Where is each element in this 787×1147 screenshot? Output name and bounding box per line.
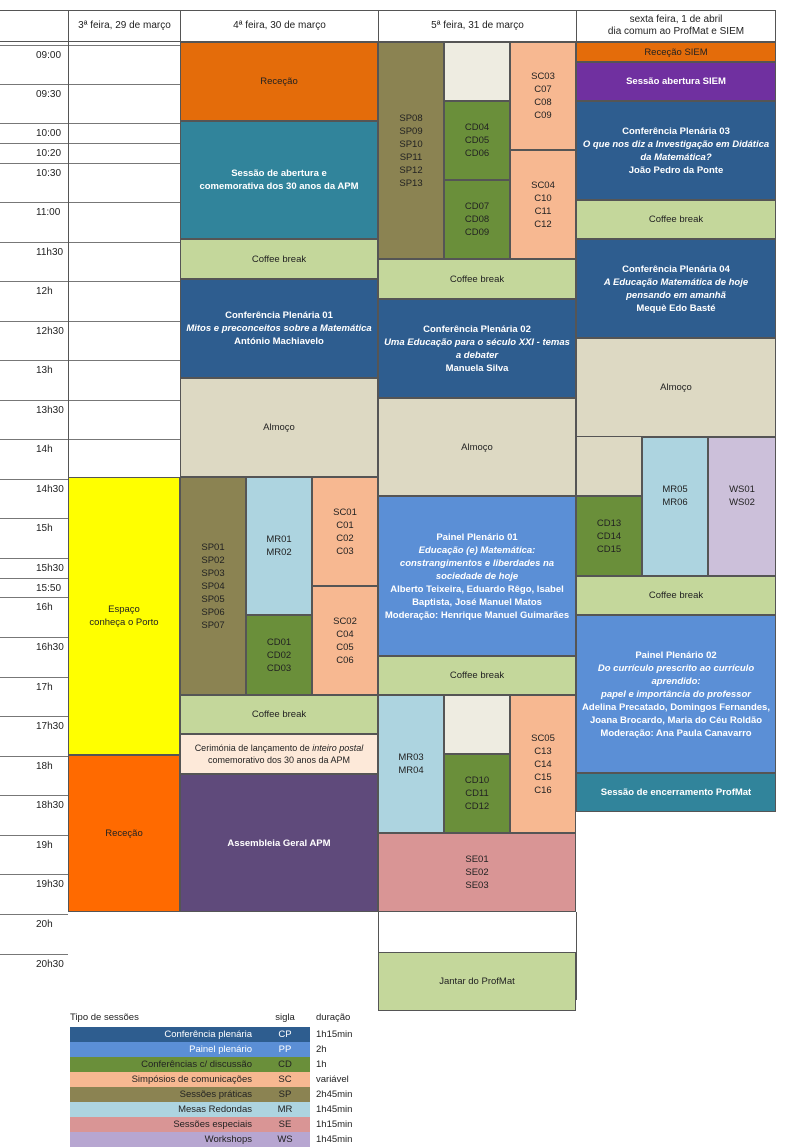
cerimonia-block	[180, 734, 378, 774]
pp02-block	[576, 615, 776, 773]
day3-empty-1	[444, 42, 510, 101]
session-code: MR06	[662, 496, 688, 508]
day2-sc02-block	[312, 586, 378, 695]
cp04-speaker: Mequè Edo Basté	[636, 302, 716, 314]
day3-cd3-block	[444, 754, 510, 833]
espaco-porto-label: Espaço conheça o Porto	[89, 604, 159, 628]
session-code: C16	[534, 784, 552, 796]
legend-type-name: Sessões práticas	[70, 1087, 260, 1102]
day3-almoco-label: Almoço	[461, 441, 493, 453]
day2-sp-block	[180, 477, 246, 695]
legend-duration: 1h15min	[316, 1119, 353, 1130]
time-gridline	[0, 242, 180, 243]
column-divider	[576, 912, 577, 1000]
day2-rececao-block	[180, 42, 378, 121]
cerimonia-text-b: comemorativo dos 30 anos da APM	[207, 755, 351, 765]
time-label: 11h30	[36, 246, 64, 258]
cp02-speaker: Manuela Silva	[445, 362, 509, 374]
legend-type-name: Conferência plenária	[70, 1027, 260, 1042]
time-label: 15h30	[36, 562, 64, 574]
session-code: C15	[534, 771, 552, 783]
session-code: C05	[336, 641, 354, 653]
session-code: SP03	[201, 567, 225, 579]
day4-empty	[576, 437, 642, 496]
pp02-subtitle-2: papel e importância do professor	[601, 688, 751, 700]
time-label: 16h30	[36, 641, 64, 653]
pp01-speakers: Alberto Teixeira, Eduardo Rêgo, Isabel Baptista, José Manuel Matos	[390, 583, 564, 608]
session-code: SP06	[201, 606, 225, 618]
day3-coffee1-label: Coffee break	[449, 273, 505, 285]
session-code: SP13	[399, 177, 423, 189]
legend-row	[70, 1042, 327, 1057]
header-day3: 5ª feira, 31 de março	[378, 10, 576, 42]
legend-sigla: SP	[260, 1087, 310, 1102]
time-gridline	[0, 84, 180, 85]
day4-almoco-label: Almoço	[660, 382, 692, 393]
cp03-speaker: João Pedro da Ponte	[628, 164, 724, 176]
pp01-title: Painel Plenário 01	[436, 531, 518, 543]
session-code: SC05	[531, 732, 555, 744]
session-code: SP11	[399, 151, 423, 163]
session-code: C10	[534, 192, 552, 204]
session-code: C03	[336, 545, 354, 557]
time-label: 12h	[36, 285, 53, 297]
legend-duration: 1h	[316, 1059, 327, 1070]
abertura-siem-block	[576, 62, 776, 101]
time-label: 09:00	[36, 49, 62, 61]
session-code: SE01	[465, 854, 489, 865]
legend-sigla: PP	[260, 1042, 310, 1057]
legend-row	[70, 1087, 352, 1102]
cp01-title: Conferência Plenária 01	[225, 310, 333, 321]
legend-row	[70, 1072, 349, 1087]
cp03-title: Conferência Plenária 03	[622, 125, 730, 137]
session-code: WS02	[729, 496, 755, 508]
session-code: CD05	[464, 135, 490, 146]
legend-duration: 1h45min	[316, 1134, 353, 1145]
time-label: 19h30	[36, 878, 64, 890]
session-code: C06	[336, 654, 354, 666]
session-code: SE02	[465, 867, 489, 878]
session-code: SC03	[531, 71, 555, 82]
session-code: SP01	[201, 541, 225, 553]
column-divider	[378, 912, 379, 952]
day2-abertura-label: Sessão de abertura e comemorativa dos 30 anos da APM	[199, 168, 359, 192]
cp04-title: Conferência Plenária 04	[622, 263, 730, 275]
time-label: 15:50	[36, 582, 62, 594]
session-code: MR01	[266, 534, 292, 545]
session-code: WS01	[729, 483, 755, 495]
cp02-block	[378, 299, 576, 398]
session-code: SP05	[201, 593, 225, 605]
legend-sigla: WS	[260, 1132, 310, 1147]
legend-row	[70, 1102, 352, 1117]
time-label: 13h30	[36, 404, 64, 416]
session-code: CD15	[596, 543, 622, 555]
session-code: C12	[534, 218, 552, 230]
day3-sp-block	[378, 42, 444, 259]
time-label: 18h	[36, 760, 53, 772]
header-day4	[576, 10, 776, 42]
day2-cd-block	[246, 615, 312, 695]
session-code: C08	[534, 97, 552, 108]
session-code: CD14	[596, 530, 622, 542]
pp01-subtitle: Educação (e) Matemática: constrangimentos e liberdades na sociedade de hoje	[399, 544, 555, 582]
session-code: CD11	[465, 788, 489, 799]
day4-coffee2-label: Coffee break	[648, 590, 704, 601]
time-gridline	[0, 321, 180, 322]
time-gridline	[0, 400, 180, 401]
pp02-moderation: Moderação: Ana Paula Canavarro	[600, 727, 752, 739]
day3-coffee1-block	[378, 259, 576, 299]
day4-mr-block	[642, 437, 708, 576]
time-gridline	[0, 123, 180, 124]
time-label: 15h	[36, 522, 53, 534]
cerimonia-text	[185, 742, 373, 766]
time-label: 20h	[36, 918, 53, 930]
day3-almoco-block	[378, 398, 576, 496]
legend-type-name: Painel plenário	[70, 1042, 260, 1057]
cp03-subtitle: O que nos diz a Investigação em Didática da Matemática?	[582, 138, 770, 163]
legend-type-name: Workshops	[70, 1132, 260, 1147]
header-day2: 4ª feira, 30 de março	[180, 10, 378, 42]
day3-cd2-block	[444, 180, 510, 259]
day4-coffee1-label: Coffee break	[648, 214, 704, 225]
session-code: C09	[534, 110, 552, 121]
session-code: C14	[534, 758, 552, 770]
session-code: SP04	[201, 580, 225, 592]
legend-header-tipo: Tipo de sessões	[70, 1012, 139, 1023]
legend	[70, 1010, 400, 1145]
session-code: CD08	[464, 214, 490, 225]
day2-sc01-block	[312, 477, 378, 586]
time-label: 19h	[36, 839, 53, 851]
time-gridline	[0, 45, 180, 46]
day1-rececao-block	[68, 755, 180, 912]
session-code: CD07	[464, 201, 490, 212]
session-code: MR02	[266, 547, 292, 558]
session-code: SP08	[399, 112, 423, 124]
legend-type-name: Conferências c/ discussão	[70, 1057, 260, 1072]
session-code: SP07	[201, 619, 225, 631]
time-gridline	[0, 202, 180, 203]
time-label: 10:00	[36, 127, 62, 139]
assembleia-block	[180, 774, 378, 912]
cp02-subtitle: Uma Educação para o século XXI - temas a debater	[384, 336, 570, 361]
legend-row	[70, 1117, 352, 1132]
session-code: MR04	[398, 765, 424, 776]
header-day4-line1: sexta feira, 1 de abril	[629, 14, 723, 25]
day4-cd-block	[576, 496, 642, 576]
day3-se-block	[378, 833, 576, 912]
time-label: 12h30	[36, 325, 64, 337]
legend-header-duracao: duração	[316, 1012, 351, 1023]
day2-coffee2-label: Coffee break	[251, 709, 307, 720]
time-gridline	[0, 914, 68, 915]
time-gridline	[0, 360, 180, 361]
time-gridline	[0, 143, 180, 144]
time-label: 20h30	[36, 958, 64, 970]
legend-duration: 1h15min	[316, 1029, 353, 1040]
pp02-title: Painel Plenário 02	[635, 649, 717, 661]
encerramento-label: Sessão de encerramento ProfMat	[600, 787, 752, 798]
day4-coffee2-block	[576, 576, 776, 615]
day2-almoco-label: Almoço	[263, 422, 295, 433]
session-code: SC04	[531, 179, 555, 191]
session-code: SP09	[399, 125, 423, 137]
legend-header	[70, 1010, 350, 1025]
time-label: 11:00	[36, 206, 61, 218]
time-gridline	[0, 163, 180, 164]
legend-sigla: SE	[260, 1117, 310, 1132]
legend-row	[70, 1027, 352, 1042]
day3-coffee2-block	[378, 656, 576, 695]
session-code: CD04	[464, 122, 490, 133]
day3-sc05-block	[510, 695, 576, 833]
day3-sc03-block	[510, 42, 576, 150]
session-code: CD12	[464, 801, 490, 812]
cerimonia-text-a: Cerimónia de lançamento de	[194, 743, 313, 753]
day2-rececao-label: Receção	[260, 76, 298, 87]
session-code: C07	[534, 84, 552, 95]
day2-almoco-block	[180, 378, 378, 477]
session-code: CD10	[464, 775, 490, 786]
legend-sigla: CP	[260, 1027, 310, 1042]
day4-almoco-block	[576, 338, 776, 437]
legend-sigla: CD	[260, 1057, 310, 1072]
cp04-block	[576, 239, 776, 338]
time-label: 10:30	[36, 167, 62, 179]
encerramento-block	[576, 773, 776, 812]
day2-coffee2-block	[180, 695, 378, 734]
jantar-block	[378, 952, 576, 1011]
jantar-label: Jantar do ProfMat	[439, 976, 515, 987]
cp01-block	[180, 279, 378, 378]
legend-sigla: MR	[260, 1102, 310, 1117]
legend-type-name: Mesas Redondas	[70, 1102, 260, 1117]
cp03-block	[576, 101, 776, 200]
cerimonia-text-italic: inteiro postal	[312, 743, 364, 753]
session-code: SP10	[399, 138, 423, 150]
time-label: 13h	[36, 364, 53, 376]
time-gridline	[0, 281, 180, 282]
session-code: SC02	[333, 615, 357, 627]
session-code: SP12	[399, 164, 423, 176]
session-code: CD09	[464, 227, 490, 238]
day4-coffee1-block	[576, 200, 776, 239]
legend-duration: 2h45min	[316, 1089, 353, 1100]
time-label: 14h	[36, 443, 53, 455]
cp01-speaker: António Machiavelo	[234, 336, 324, 347]
rececao-siem-label: Receção SIEM	[644, 46, 708, 58]
legend-type-name: Simpósios de comunicações	[70, 1072, 260, 1087]
legend-sigla: SC	[260, 1072, 310, 1087]
pp01-moderation: Moderação: Henrique Manuel Guimarães	[384, 609, 570, 621]
day2-mr-block	[246, 477, 312, 615]
day4-ws-block	[708, 437, 776, 576]
day3-sc04-block	[510, 150, 576, 259]
session-code: SP02	[201, 554, 225, 566]
day3-coffee2-label: Coffee break	[449, 670, 505, 681]
pp02-subtitle-1: Do currículo prescrito ao currículo aprendido:	[597, 662, 755, 687]
day3-empty-2	[444, 695, 510, 754]
session-code: CD02	[266, 649, 292, 661]
day2-abertura-block	[180, 121, 378, 239]
assembleia-label: Assembleia Geral APM	[227, 837, 331, 849]
cp04-subtitle: A Educação Matemática de hoje pensando em amanhã	[603, 276, 749, 301]
time-label: 09:30	[36, 88, 62, 100]
session-code: CD13	[596, 517, 622, 529]
rececao-siem-block	[576, 42, 776, 62]
session-code: CD03	[266, 662, 292, 674]
time-label: 14h30	[36, 483, 64, 495]
time-label: 17h30	[36, 720, 64, 732]
time-label: 18h30	[36, 799, 64, 811]
legend-row	[70, 1057, 327, 1072]
legend-duration: variável	[316, 1074, 349, 1085]
session-code: CD06	[464, 148, 490, 159]
session-code: SC01	[333, 506, 357, 518]
time-label: 17h	[36, 681, 53, 693]
session-code: MR03	[398, 752, 424, 763]
cp02-title: Conferência Plenária 02	[423, 323, 531, 335]
header-day4-line2: dia comum ao ProfMat e SIEM	[607, 26, 745, 37]
legend-type-name: Sessões especiais	[70, 1117, 260, 1132]
abertura-siem-label: Sessão abertura SIEM	[626, 76, 726, 87]
session-code: C13	[534, 745, 552, 757]
session-code: MR05	[662, 483, 688, 495]
espaco-porto-block	[68, 477, 180, 755]
legend-duration: 1h45min	[316, 1104, 353, 1115]
session-code: C01	[336, 519, 354, 531]
legend-duration: 2h	[316, 1044, 327, 1055]
legend-header-sigla: sigla	[275, 1012, 295, 1023]
pp02-speakers: Adelina Precatado, Domingos Fernandes, Joana Brocardo, Maria do Céu Roldão	[582, 701, 770, 726]
pp01-block	[378, 496, 576, 656]
time-gridline	[0, 954, 68, 955]
time-gridline	[0, 439, 180, 440]
session-code: C02	[336, 532, 354, 544]
day3-cd1-block	[444, 101, 510, 180]
day2-coffee1-label: Coffee break	[251, 253, 307, 265]
time-label: 16h	[36, 601, 53, 613]
legend-row	[70, 1132, 352, 1147]
day3-mr-block	[378, 695, 444, 833]
cp01-subtitle: Mitos e preconceitos sobre a Matemática	[186, 323, 372, 334]
day1-rececao-label: Receção	[105, 828, 143, 839]
time-label: 10:20	[36, 147, 62, 159]
session-code: C04	[336, 628, 354, 640]
day2-coffee1-block	[180, 239, 378, 279]
session-code: SE03	[465, 880, 489, 891]
session-code: C11	[534, 205, 552, 217]
header-day1: 3ª feira, 29 de março	[68, 10, 180, 42]
session-code: CD01	[266, 636, 292, 648]
